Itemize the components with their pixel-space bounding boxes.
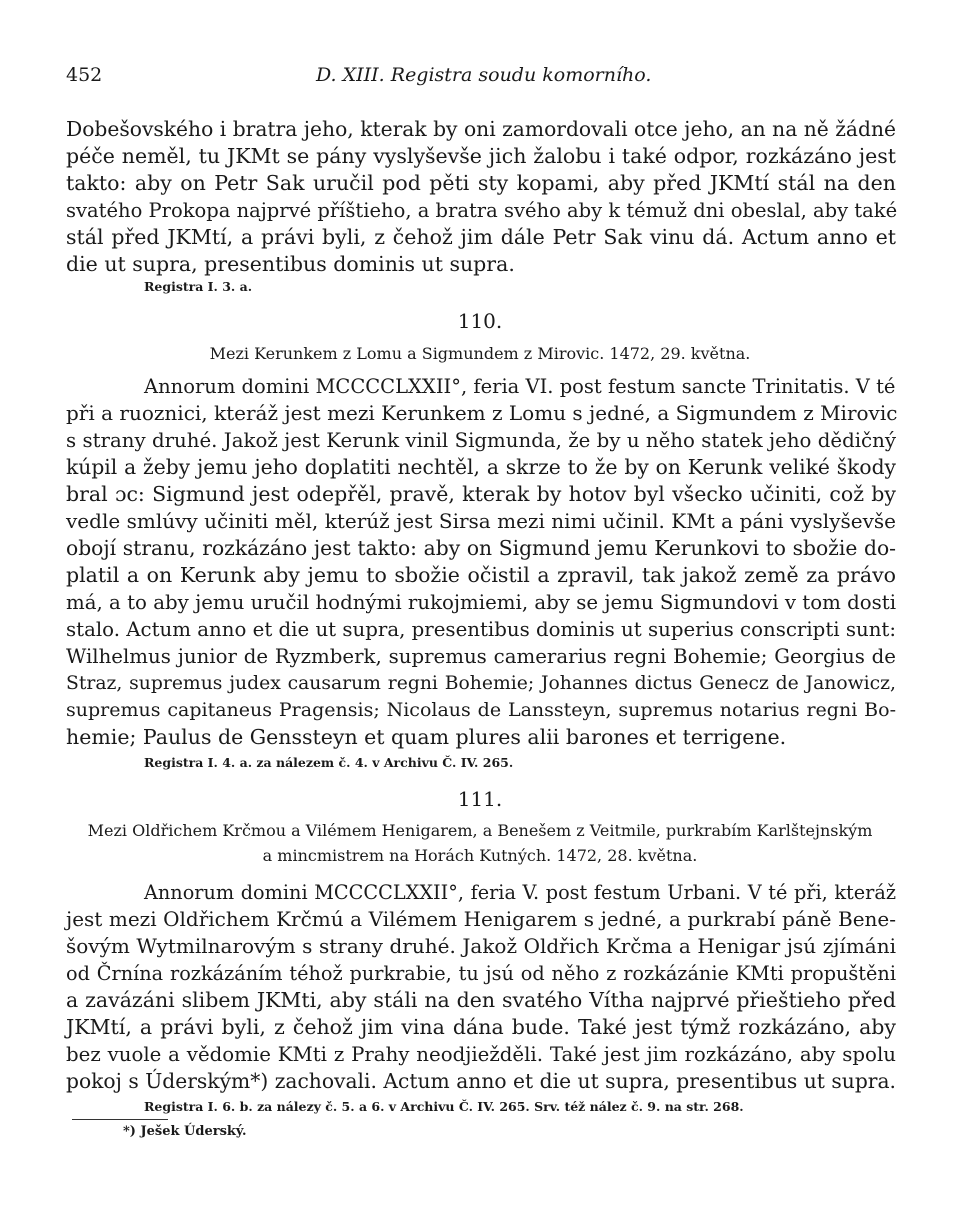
text-line: pokoj s Úderským*) zachovali. Actum anno et die ut supra, presentibus ut supra.: [66, 1069, 896, 1093]
footnote-divider: [72, 1119, 168, 1120]
text-line: bez vuole a vědomie KMti z Prahy neodjiežděli. Také jest jim rozkázáno, aby spolu: [66, 1043, 896, 1066]
text-line: od Črnína rozkázáním téhož purkrabie, tu jsú od něho z rozkázánie KMti propuštěni: [66, 962, 896, 985]
text-line: vedle smlúvy učiniti měl, kterúž jest Sirsa mezi nimi učinil. KMt a páni vyslyševše: [66, 509, 896, 533]
document-summary: Mezi Kerunkem z Lomu a Sigmundem z Mirovic. 1472, 29. května.: [209, 344, 751, 363]
text-line: Dobešovského i bratra jeho, kterak by oni zamordovali otce jeho, an na ně žádné: [66, 117, 896, 141]
page-header: [66, 64, 896, 94]
text-line: svatého Prokopa najprvé příštieho, a bratra svého aby k témuž dni obeslal, aby také: [66, 199, 898, 222]
text-line: má, a to aby jemu uručil hodnými rukojmiemi, aby se jemu Sigmundovi v tom dosti: [66, 591, 897, 614]
document-number: 110.: [457, 309, 503, 333]
document-111-body: [66, 879, 896, 1095]
text-line: platil a on Kerunk aby jemu to sbožie očistil a zpravil, tak jakož země za právo: [66, 563, 896, 587]
text-line: šovým Wytmilnarovým s strany druhé. Jakož Oldřich Krčma a Henigar jsú zjímáni: [66, 934, 896, 958]
footnote: *) Ješek Úderský.: [123, 1124, 247, 1139]
running-title: D. XIII. Registra soudu komorního.: [316, 64, 652, 86]
document-110-body: [66, 373, 896, 751]
text-line: Annorum domini MCCCCLXXII°, feria V. post festum Urbani. V té při, kteráž: [144, 881, 896, 904]
text-line: die ut supra, presentibus dominis ut supra.: [66, 252, 515, 276]
text-line: bral ɔc: Sigmund jest odepřěl, pravě, kterak by hotov byl všecko učiniti, což by: [66, 482, 896, 506]
text-line: Wilhelmus junior de Ryzmberk, supremus camerarius regni Bohemie; Georgius de: [66, 645, 896, 668]
text-line: a zavázáni slibem JKMti, aby stáli na den svatého Vítha najprvé přieštieho před: [66, 988, 896, 1012]
text-line: JKMtí, a právi byli, z čehož jim vina dána bude. Také jest týmž rozkázáno, aby: [66, 1015, 896, 1039]
document-109-body: [66, 116, 896, 278]
text-line: obojí stranu, rozkázáno jest takto: aby on Sigmund jemu Kerunkovi to sbožie do-: [66, 536, 896, 560]
text-line: Annorum domini MCCCCLXXII°, feria VI. post festum sancte Trinitatis. V té: [144, 375, 896, 398]
text-line: stalo. Actum anno et die ut supra, presentibus dominis ut superius conscripti sunt:: [66, 618, 897, 641]
text-line: stál před JKMtí, a právi byli, z čehož jim dále Petr Sak vinu dá. Actum anno et: [66, 225, 896, 249]
text-line: supremus capitaneus Pragensis; Nicolaus de Lanssteyn, supremus notarius regni Bo-: [66, 699, 896, 721]
archive-reference: Registra I. 4. a. za nálezem č. 4. v Archivu Č. IV. 265.: [144, 755, 514, 770]
document-summary: Mezi Oldřichem Krčmou a Vilémem Henigarem, a Benešem z Veitmile, purkrabím Karlštejnským: [87, 821, 873, 840]
text-line: Straz, supremus judex causarum regni Bohemie; Johannes dictus Genecz de Janowicz,: [66, 673, 896, 694]
text-line: s strany druhé. Jakož jest Kerunk vinil Sigmunda, že by u něho statek jeho dědičný: [66, 429, 896, 452]
text-line: jest mezi Oldřichem Krčmú a Vilémem Henigarem s jedné, a purkrabí páně Bene-: [66, 907, 896, 931]
document-summary: a mincmistrem na Horách Kutných. 1472, 28. května.: [262, 846, 698, 865]
archive-reference: Registra I. 3. a.: [144, 279, 253, 294]
text-line: péče neměl, tu JKMt se pány vyslyševše jich žalobu i také odpor, rozkázáno jest: [66, 144, 896, 168]
text-line: kúpil a žeby jemu jeho doplatiti nechtěl, a skrze to že by on Kerunk veliké škody: [66, 455, 896, 479]
text-line: při a ruoznici, kteráž jest mezi Kerunkem z Lomu s jedné, a Sigmundem z Mirovic: [66, 401, 898, 425]
document-number: 111.: [457, 787, 503, 811]
text-line: hemie; Paulus de Genssteyn et quam plures alii barones et terrigene.: [66, 725, 787, 749]
archive-reference: Registra I. 6. b. za nálezy č. 5. a 6. v Archivu Č. IV. 265. Srv. též nález č. 9. na str. 268.: [144, 1099, 744, 1114]
text-line: takto: aby on Petr Sak uručil pod pěti sty kopami, aby před JKMtí stál na den: [66, 171, 896, 195]
page-number: 452: [66, 64, 103, 86]
